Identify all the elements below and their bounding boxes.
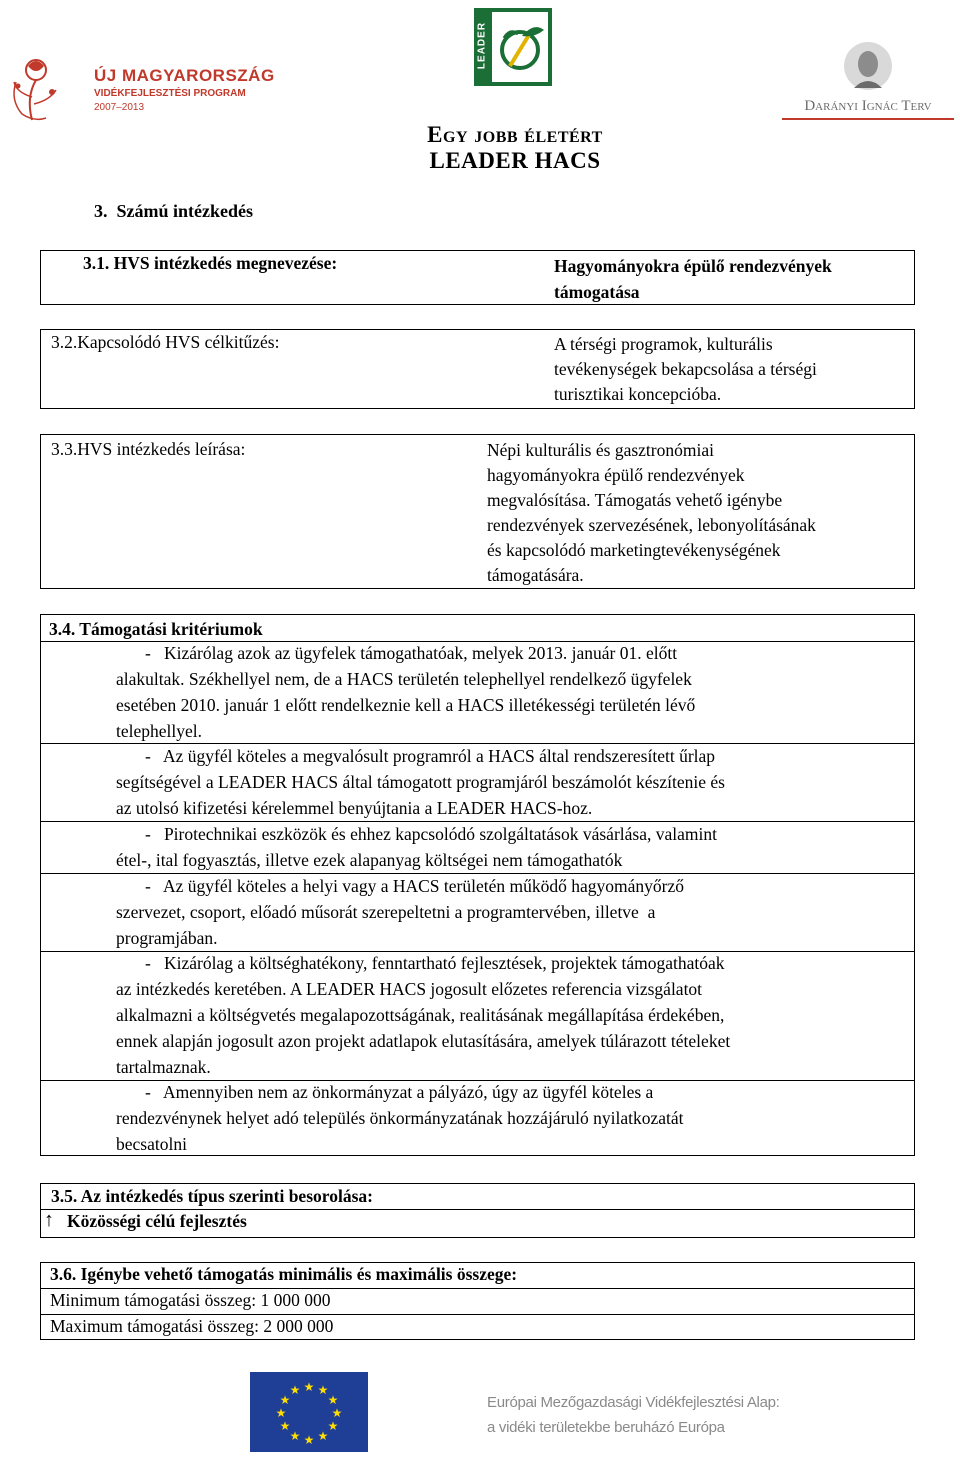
logo-line3: 2007–2013 [94, 102, 145, 113]
s33-value-line2: hagyományokra épülő rendezvények [487, 465, 745, 485]
s33-value-line4: rendezvények szervezésének, lebonyolításának [487, 515, 816, 535]
flower-icon [6, 52, 84, 124]
daranyi-text: Darányi Ignác Terv [804, 98, 932, 114]
eu-stars-icon [250, 1372, 368, 1452]
svg-text:★: ★ [289, 1429, 301, 1443]
s31-value-line2: támogatása [554, 282, 640, 302]
s34-line: rendezvénynek helyet adó település önkormányzatának hozzájáruló nyilatkozatát [116, 1108, 684, 1128]
svg-text:★: ★ [327, 1419, 339, 1433]
leader-vertical-text: LEADER [476, 21, 488, 70]
s34-line: étel-, ital fogyasztás, illetve ezek alapanyag költségei nem támogathatók [116, 850, 623, 870]
svg-text:★: ★ [317, 1383, 329, 1397]
s34-line: - Az ügyfél köteles a megvalósult programról a HACS által rendszeresített űrlap [145, 746, 716, 766]
uj-magyarorszag-logo [6, 52, 276, 124]
s33-value-line3: megvalósítása. Támogatás vehető igénybe [487, 490, 783, 510]
svg-text:★: ★ [279, 1393, 291, 1407]
svg-text:★: ★ [303, 1433, 315, 1447]
portrait-icon [838, 40, 898, 92]
leader-logo [474, 8, 552, 86]
svg-text:★: ★ [279, 1419, 291, 1433]
box-3-2 [40, 329, 915, 409]
logo-line1: ÚJ MAGYARORSZÁG [94, 66, 275, 85]
s33-label: 3.3.HVS intézkedés leírása: [51, 439, 246, 459]
s34-line: esetében 2010. január 1 előtt rendelkeznie kell a HACS illetékességi területén lévő [116, 695, 696, 715]
s34-line: telephellyel. [116, 721, 203, 741]
s34-line: alkalmazni a költségvetés megalapozottságának, realitásának megállapítása érdekében, [116, 1005, 725, 1025]
s32-value-line3: turisztikai koncepcióba. [554, 384, 722, 404]
daranyi-logo [782, 40, 954, 120]
svg-text:★: ★ [303, 1380, 315, 1394]
svg-text:★: ★ [275, 1406, 287, 1420]
svg-text:★: ★ [317, 1429, 329, 1443]
header-title-line1: Egy jobb életért [427, 122, 603, 147]
s34-line: az intézkedés keretében. A LEADER HACS jogosult előzetes referencia vizsgálatot [116, 979, 703, 999]
s32-label: 3.2.Kapcsolódó HVS célkitűzés: [51, 332, 280, 352]
eu-flag [250, 1372, 368, 1452]
s36-min: Minimum támogatási összeg: 1 000 000 [50, 1290, 331, 1310]
s34-line: - Kizárólag azok az ügyfelek támogathatóak, melyek 2013. január 01. előtt [145, 643, 678, 663]
s32-value-line1: A térségi programok, kulturális [554, 334, 773, 354]
s34-line: - Pirotechnikai eszközök és ehhez kapcsolódó szolgáltatások vásárlása, valamint [145, 824, 717, 844]
box-3-3 [40, 434, 915, 589]
eafrd-line2: a vidéki területekbe beruházó Európa [487, 1419, 725, 1436]
s34-divider-3 [41, 821, 914, 822]
svg-text:★: ★ [327, 1393, 339, 1407]
s31-label: 3.1. HVS intézkedés megnevezése: [83, 253, 338, 273]
s36-divider-2 [41, 1314, 914, 1315]
s34-divider-6 [41, 1080, 914, 1081]
s36-heading: 3.6. Igénybe vehető támogatás minimális és maximális összege: [50, 1264, 518, 1284]
s35-value: Közösségi célú fejlesztés [67, 1211, 247, 1231]
eafrd-line1: Európai Mezőgazdasági Vidékfejlesztési Alap: [487, 1394, 780, 1411]
s34-heading: 3.4. Támogatási kritériumok [49, 619, 263, 639]
s33-value-line6: támogatására. [487, 565, 584, 585]
s32-value-line2: tevékenységek bekapcsolása a térségi [554, 359, 817, 379]
up-arrow-icon: ↑ [44, 1209, 54, 1231]
s34-line: programjában. [116, 928, 218, 948]
s34-line: tartalmaznak. [116, 1057, 211, 1077]
daranyi-underline [782, 118, 954, 120]
s34-line: - Kizárólag a költséghatékony, fenntartható fejlesztések, projektek támogathatóak [145, 953, 725, 973]
s34-line: becsatolni [116, 1134, 187, 1154]
s34-line: az utolsó kifizetési kérelemmel benyújtania a LEADER HACS-hoz. [116, 798, 593, 818]
s36-divider-1 [41, 1288, 914, 1289]
s34-divider-2 [41, 743, 914, 744]
s34-line: - Amennyiben nem az önkormányzat a pályázó, úgy az ügyfél köteles a [145, 1082, 654, 1102]
box-3-1 [40, 250, 915, 305]
logo-line2: VIDÉKFEJLESZTÉSI PROGRAM [94, 88, 246, 99]
s34-divider-5 [41, 951, 914, 952]
s34-divider-1 [41, 641, 914, 642]
s35-heading: 3.5. Az intézkedés típus szerinti besorolása: [51, 1186, 373, 1206]
s34-divider-4 [41, 873, 914, 874]
s34-line: szervezet, csoport, előadó műsorát szerepeltetni a programtervében, illetve a [116, 902, 656, 922]
section-heading: 3. Számú intézkedés [94, 201, 253, 221]
s33-value-line5: és kapcsolódó marketingtevékenységének [487, 540, 781, 560]
s34-line: alakultak. Székhellyel nem, de a HACS területén telephellyel rendelkező ügyfelek [116, 669, 692, 689]
s33-value-line1: Népi kulturális és gasztronómiai [487, 440, 714, 460]
s34-line: segítségével a LEADER HACS által támogatott programjáról beszámolót készítenie és [116, 772, 725, 792]
header-title-line2: LEADER HACS [429, 148, 601, 173]
s34-line: ennek alapján jogosult azon projekt adatlapok elutasítására, amelyek túlárazott tételeket [116, 1031, 731, 1051]
s34-line: - Az ügyfél köteles a helyi vagy a HACS területén működő hagyományőrző [145, 876, 684, 896]
svg-text:★: ★ [289, 1383, 301, 1397]
s36-max: Maximum támogatási összeg: 2 000 000 [50, 1316, 334, 1336]
s31-value-line1: Hagyományokra épülő rendezvények [554, 256, 832, 276]
s35-divider [41, 1209, 914, 1210]
svg-text:★: ★ [331, 1406, 343, 1420]
